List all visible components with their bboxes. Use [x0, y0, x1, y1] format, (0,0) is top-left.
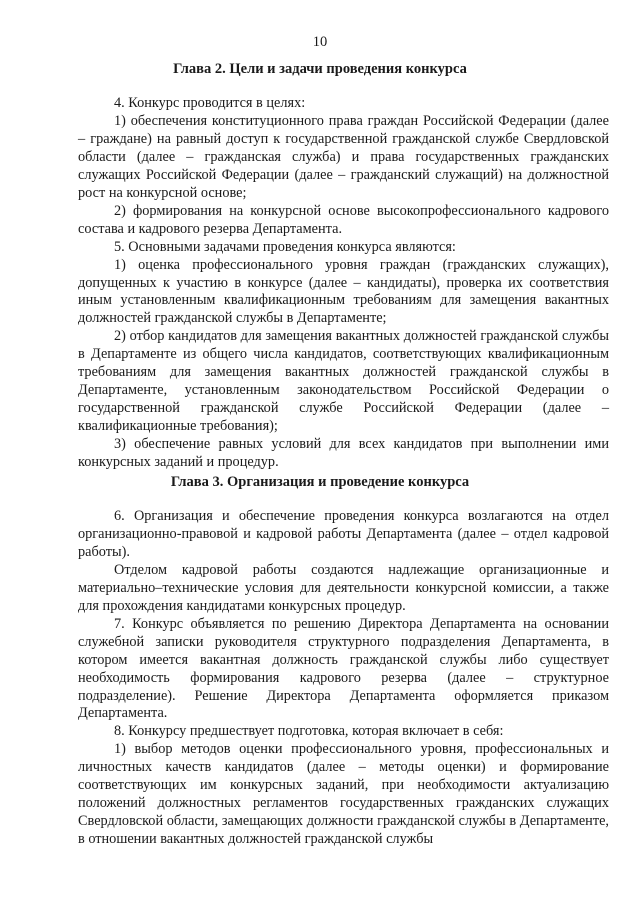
chapter-3-body — [78, 508, 609, 849]
paragraph: 1) обеспечения конституционного права граждан Российской Федерации (далее – граждане) на равный доступ к государственной гражданской службе Свердловской области (далее – гражданская служба) и права государственных гражданских служащих Российской Федерации (далее – гражданский служащий) на должностной рост на конкурсной основе; — [78, 112, 609, 201]
paragraph: Отделом кадровой работы создаются надлежащие организационные и материально–технические условия для деятельности конкурсной комиссии, а также для прохождения кандидатами конкурсных процедур. — [78, 561, 609, 614]
paragraph: 5. Основными задачами проведения конкурса являются: — [114, 238, 456, 255]
paragraph: 6. Организация и обеспечение проведения конкурса возлагаются на отдел организационно-правовой и кадровой работы Департамента (далее – отдел кадровой работы). — [78, 508, 609, 560]
paragraph: 1) оценка профессионального уровня граждан (гражданских служащих), допущенных к участию в конкурсе (далее – кандидаты), проверка их соответствия иным установленным квалификационным требованиям для замещения вакантных должностей гражданской службы в Департаменте; — [78, 256, 609, 327]
paragraph: 4. Конкурс проводится в целях: — [114, 95, 306, 111]
paragraph: 2) отбор кандидатов для замещения вакантных должностей гражданской службы в Департаменте из общего числа кандидатов, соответствующих квалификационным требованиям для замещения вакантных должностей гражданской службы в Департаменте, установленным законодательством Российской Федерации о государственной гражданской службе Российской Федерации (далее – квалификационные требования); — [78, 328, 609, 435]
chapter-3-heading: Глава 3. Организация и проведение конкурса — [170, 474, 470, 490]
paragraph: 3) обеспечение равных условий для всех кандидатов при выполнении ими конкурсных заданий и процедур. — [78, 436, 609, 471]
paragraph: 7. Конкурс объявляется по решению Директора Департамента на основании служебной записки руководителя структурного подразделения Департамента, в котором имеется вакантная должность гражданской службы либо существует необходимость формирования кадрового резерва (далее – структурное подразделение). Решение Директора Департамента оформляется приказом Департамента. — [78, 615, 609, 722]
chapter-2-heading: Глава 2. Цели и задачи проведения конкурса — [173, 61, 467, 77]
paragraph: 1) выбор методов оценки профессионального уровня, профессиональных и личностных качеств кандидатов (далее – методы оценки) и формирование соответствующих им конкурсных заданий, при необходимости актуализацию положений должностных регламентов государственных гражданских служащих Свердловской области, замещающих должности гражданской службы в Департаменте, в отношении вакантных должностей гражданской службы — [78, 741, 609, 848]
page-number: 10 — [312, 34, 328, 50]
chapter-2-body — [78, 95, 609, 472]
paragraph: 8. Конкурсу предшествует подготовка, которая включает в себя: — [114, 723, 504, 740]
paragraph: 2) формирования на конкурсной основе высокопрофессионального кадрового состава и кадрового резерва Департамента. — [78, 202, 609, 237]
